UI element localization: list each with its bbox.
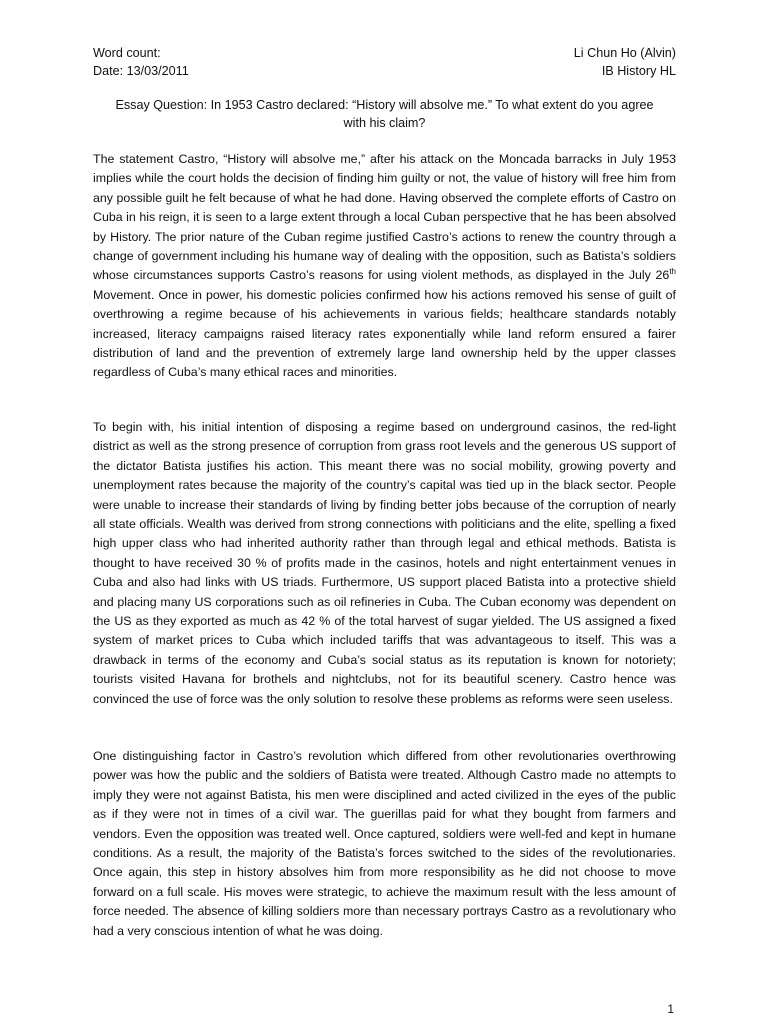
course-name: IB History HL bbox=[601, 64, 676, 78]
author-name: Li Chun Ho (Alvin) bbox=[573, 46, 676, 60]
paragraph-3: One distinguishing factor in Castro’s revolution which differed from other revolutionaries overthrowing power was how the public and the soldiers of Batista were treated. Although Castro made no attempts to imply they were not against Batista, his men were disciplined and acted civilized in the eyes of the public as if they were not in times of a civil war. The guerillas paid for what they bought from farmers and vendors. Even the opposition was treated well. Once captured, soldiers were well-fed and kept in humane conditions. As a result, the majority of the Batista’s forces switched to the sides of the revolutionaries. Once again, this step in history absolves him from more responsibility as he did not choose to move forward on a full scale. His moves were strategic, to achieve the maximum result with the less amount of force needed. The absence of killing soldiers more than necessary portrays Castro as a revolutionary who had a very conscious intention of what he was doing. bbox=[93, 749, 676, 938]
word-count-label: Word count: bbox=[93, 46, 161, 60]
essay-question bbox=[93, 96, 676, 132]
essay-question-line-2: with his claim? bbox=[343, 116, 426, 130]
header-row-2 bbox=[93, 62, 676, 80]
header-row-1 bbox=[93, 44, 676, 62]
paragraph-1-part-b: Movement. Once in power, his domestic policies confirmed how his actions removed his sense of guilt of overthrowing a regime because of his achievements in various fields; healthcare standards notably increased, literacy campaigns raised literacy rates exponentially while land reform ensured a fairer distribution of land and the prevention of extremely large land ownership held by the upper classes regardless of Cuba’s many ethical races and minorities. bbox=[93, 287, 676, 380]
superscript-th: th bbox=[669, 267, 676, 277]
paragraph-1-part-a: The statement Castro, “History will absolve me,” after his attack on the Moncada barracks in July 1953 implies while the court holds the decision of finding him guilty or not, the value of history will free him from any possible guilt he felt because of what he had done. Having observed the complete efforts of Castro on Cuba in his reign, it is seen to a large extent through a local Cuban perspective that he has been absolved by History. The prior nature of the Cuban regime justified Castro’s actions to renew the country through a change of government including his humane way of dealing with the opposition, such as Batista’s soldiers whose circumstances supports Castro’s reasons for using violent methods, as displayed in the July 26 bbox=[93, 152, 676, 283]
paragraph-2: To begin with, his initial intention of disposing a regime based on underground casinos, the red-light district as well as the strong presence of corruption from grass root levels and the generous US support of the dictator Batista justifies his action. This meant there was no social mobility, growing poverty and unemployment rates because the majority of the country’s capital was tied up in the black sector. People were unable to increase their standards of living by finding better jobs because of the corruption of nearly all state officials. Wealth was derived from strong connections with politicians and the elite, spelling a fixed high upper class who had inherited authority rather than through legal and ethical methods. Batista is thought to have received 30 % of profits made in the casinos, hotels and night entertainment venues in Cuba and also had links with US triads. Furthermore, US support placed Batista into a protective shield and placing many US corporations such as oil refineries in Cuba. The Cuban economy was dependent on the US as they exported as much as 42 % of the total harvest of sugar yielded. The US assigned a fixed system of market prices to Cuba which included tariffs that was advantageous to itself. This was a drawback in terms of the economy and Cuba’s social status as its reputation is known for notoriety; tourists visited Havana for brothels and nightclubs, not for its beautiful scenery. Castro hence was convinced the use of force was the only solution to resolve these problems as reforms were seen useless. bbox=[93, 420, 676, 706]
page-number: 1 bbox=[667, 1002, 674, 1016]
date-label: Date: 13/03/2011 bbox=[93, 64, 189, 78]
document-header bbox=[93, 44, 676, 80]
essay-question-line-1: Essay Question: In 1953 Castro declared: “History will absolve me.” To what extent do you agree bbox=[115, 98, 654, 112]
paragraph-introduction bbox=[93, 150, 676, 383]
